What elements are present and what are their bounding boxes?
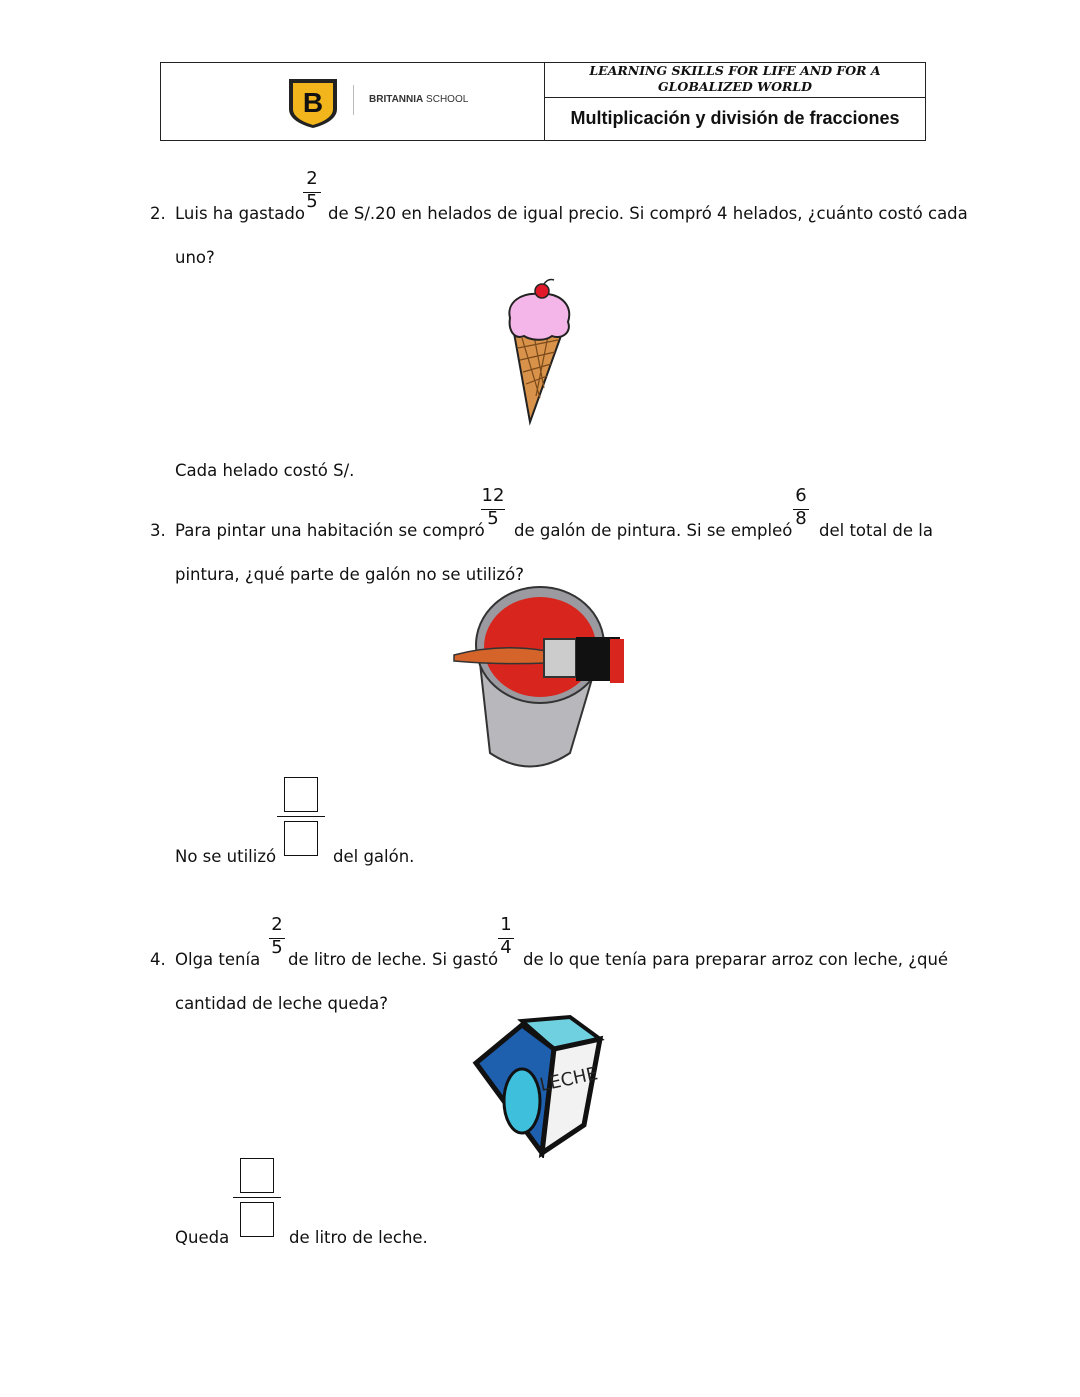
q4-fraction-1 bbox=[269, 914, 285, 959]
motto: LEARNING SKILLS FOR LIFE AND FOR A GLOBALIZED WORLD bbox=[545, 63, 925, 98]
numerator: 12 bbox=[481, 485, 505, 506]
numerator: 2 bbox=[271, 914, 283, 935]
q3-fraction-1 bbox=[481, 485, 505, 530]
q4-text-a: Olga tenía bbox=[175, 950, 261, 969]
q4-text-c: de lo que tenía para preparar arroz con leche, ¿qué bbox=[523, 950, 949, 969]
q2-fraction bbox=[303, 168, 321, 213]
numerator-box[interactable] bbox=[240, 1158, 274, 1193]
denominator: 4 bbox=[500, 937, 512, 958]
worksheet-title: Multiplicación y división de fracciones bbox=[570, 108, 900, 128]
denominator-box[interactable] bbox=[284, 821, 318, 856]
logo-cell bbox=[161, 63, 545, 140]
q2-answer: Cada helado costó S/. bbox=[175, 461, 355, 480]
svg-text:LECHE: LECHE bbox=[537, 1063, 600, 1097]
school-name-suffix: SCHOOL bbox=[426, 94, 469, 105]
q2-text-a: Luis ha gastado bbox=[175, 204, 305, 223]
q4-answer-b: de litro de leche. bbox=[289, 1228, 428, 1247]
school-name bbox=[369, 94, 468, 105]
numerator: 1 bbox=[500, 914, 512, 935]
q3-fraction-2 bbox=[793, 485, 809, 530]
q4-number: 4. bbox=[150, 950, 166, 969]
q4-answer-fraction-boxes bbox=[233, 1158, 281, 1237]
q3-text-c: del total de la bbox=[819, 521, 933, 540]
q4-fraction-2 bbox=[498, 914, 514, 959]
ice-cream-image bbox=[500, 278, 580, 426]
denominator: 5 bbox=[306, 191, 318, 212]
numerator-box[interactable] bbox=[284, 777, 318, 812]
denominator: 5 bbox=[271, 937, 283, 958]
numerator: 6 bbox=[795, 485, 807, 506]
header-table bbox=[160, 62, 926, 141]
svg-text:B: B bbox=[302, 87, 324, 118]
q3-answer-fraction-boxes bbox=[277, 777, 325, 856]
q4-answer-a: Queda bbox=[175, 1228, 230, 1247]
q3-text-d: pintura, ¿qué parte de galón no se utilizó? bbox=[175, 565, 524, 584]
numerator: 2 bbox=[306, 168, 318, 189]
q3-answer-b: del galón. bbox=[333, 847, 415, 866]
q3-answer-a: No se utilizó bbox=[175, 847, 277, 866]
shield-logo-icon bbox=[287, 77, 339, 129]
denominator-box[interactable] bbox=[240, 1202, 274, 1237]
q2-text-b: de S/.20 en helados de igual precio. Si compró 4 helados, ¿cuánto costó cada bbox=[328, 204, 968, 223]
denominator: 5 bbox=[487, 508, 499, 529]
q2-text-c: uno? bbox=[175, 248, 215, 267]
q2-number: 2. bbox=[150, 204, 166, 223]
paint-bucket-image bbox=[450, 585, 630, 775]
logo-divider bbox=[353, 85, 354, 115]
q4-text-d: cantidad de leche queda? bbox=[175, 994, 388, 1013]
q3-text-a: Para pintar una habitación se compró bbox=[175, 521, 485, 540]
school-name-bold: BRITANNIA bbox=[369, 94, 424, 105]
denominator: 8 bbox=[795, 508, 807, 529]
q3-number: 3. bbox=[150, 521, 166, 540]
q4-text-b: de litro de leche. Si gastó bbox=[288, 950, 499, 969]
q3-text-b: de galón de pintura. Si se empleó bbox=[514, 521, 793, 540]
milk-carton-image bbox=[472, 1013, 606, 1158]
